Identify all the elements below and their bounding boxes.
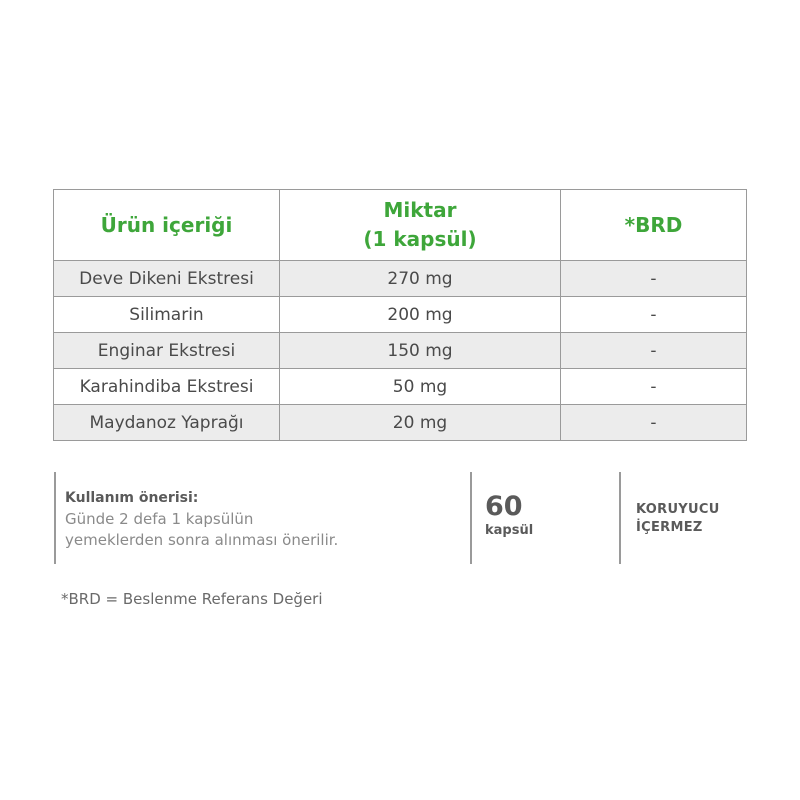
ingredient-brd: - xyxy=(561,333,747,369)
table-row xyxy=(54,333,747,369)
ingredient-name: Maydanoz Yaprağı xyxy=(54,405,280,441)
ingredient-brd: - xyxy=(561,297,747,333)
ingredient-name: Silimarin xyxy=(54,297,280,333)
preservative-line: İÇERMEZ xyxy=(636,520,703,535)
usage-line: yemeklerden sonra alınması önerilir. xyxy=(65,531,339,549)
ingredient-amount: 200 mg xyxy=(280,297,561,333)
ingredient-brd: - xyxy=(561,405,747,441)
table-header-row xyxy=(54,190,747,261)
capsule-count xyxy=(485,492,533,540)
table-row xyxy=(54,261,747,297)
ingredient-name: Deve Dikeni Ekstresi xyxy=(54,261,280,297)
footnote: *BRD = Beslenme Referans Değeri xyxy=(61,590,323,608)
preservative-free-label xyxy=(636,501,720,537)
ingredient-amount: 50 mg xyxy=(280,369,561,405)
divider xyxy=(54,472,56,564)
table-row xyxy=(54,369,747,405)
ingredient-amount: 150 mg xyxy=(280,333,561,369)
capsule-count-number: 60 xyxy=(485,491,523,522)
ingredient-amount: 20 mg xyxy=(280,405,561,441)
ingredient-name: Karahindiba Ekstresi xyxy=(54,369,280,405)
table-row xyxy=(54,297,747,333)
ingredient-amount: 270 mg xyxy=(280,261,561,297)
usage-title: Kullanım önerisi: xyxy=(65,490,199,506)
table-row xyxy=(54,405,747,441)
header-amount: Miktar (1 kapsül) xyxy=(280,190,561,261)
divider xyxy=(619,472,621,564)
divider xyxy=(470,472,472,564)
header-ingredient: Ürün içeriği xyxy=(54,190,280,261)
ingredients-table xyxy=(53,189,747,441)
ingredient-brd: - xyxy=(561,369,747,405)
ingredient-name: Enginar Ekstresi xyxy=(54,333,280,369)
usage-line: Günde 2 defa 1 kapsülün xyxy=(65,510,254,528)
header-brd: *BRD xyxy=(561,190,747,261)
usage-recommendation xyxy=(65,488,445,551)
capsule-count-unit: kapsül xyxy=(485,523,534,538)
preservative-line: KORUYUCU xyxy=(636,502,720,517)
ingredient-brd: - xyxy=(561,261,747,297)
